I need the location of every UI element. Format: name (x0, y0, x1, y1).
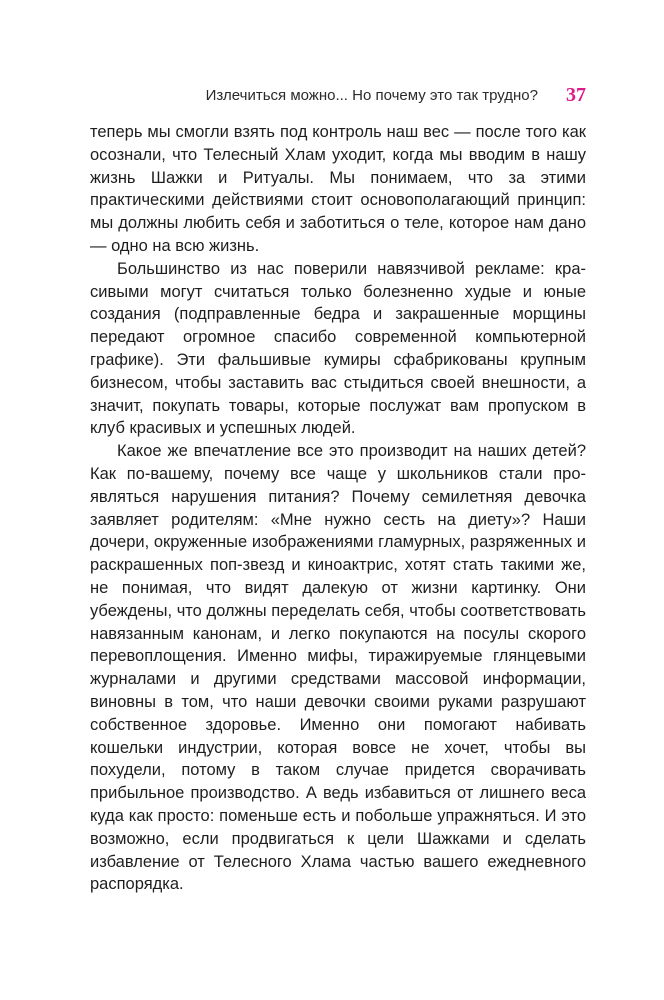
running-header (90, 84, 586, 108)
paragraph-2: Большинство из нас поверили навязчивой рекламе: красивыми могут считаться только болезненно худые и юные создания (подправленные бедра и закрашенные морщины передают огромное спасибо современной компьютерной графике). Эти фальшивые кумиры сфабрикованы крупным бизнесом, чтобы заставить вас стыдиться своей внешности, а значит, покупать товары, которые послужат вам пропуском в клуб красивых и успешных людей. (90, 259, 586, 438)
running-title: Излечиться можно... Но почему это так трудно? (205, 87, 538, 104)
paragraph-3: Какое же впечатление все это производит на наших детей? Как по-вашему, почему все чаще у школьников стали проявляться нарушения питания? Почему семилетняя девочка заявляет родителям: «Мне нужно сесть на диету»? Наши дочери, окруженные изображениями гламурных, разряженных и раскрашенных поп-звезд и киноактрис, хотят стать такими же, не понимая, что видят далекую от жизни картинку. Они убеждены, что должны переделать себя, чтобы соответствовать навязанным канонам, и легко покупаются на посулы скорого перевоплощения. Именно мифы, тиражируемые глянцевыми журналами и другими средствами массовой информации, виновны в том, что наши девочки своими руками разрушают собственное здоровье. Именно они помогают набивать кошельки индустрии, которая вовсе не хочет, чтобы вы похудели, потому в таком случае придется сворачивать прибыльное производство. А ведь избавиться от лишнего веса куда как просто: поменьше есть и побольше упражняться. И это возможно, если продвигаться к цели Шажками и сделать избавление от Телесного Хлама частью вашего ежедневного распорядка. (90, 442, 586, 894)
page-number: 37 (566, 84, 586, 106)
paragraph-1: теперь мы смогли взять под контроль наш вес — после того как осознали, что Телесный Хлам уходит, когда мы вводим в нашу жизнь Шажки и Ритуалы. Мы понимаем, что за этими практическими действиями стоит основополагающий принцип: мы должны любить себя и заботиться о теле, которое нам дано — одно на всю жизнь. (90, 123, 586, 255)
body-text (90, 121, 586, 896)
